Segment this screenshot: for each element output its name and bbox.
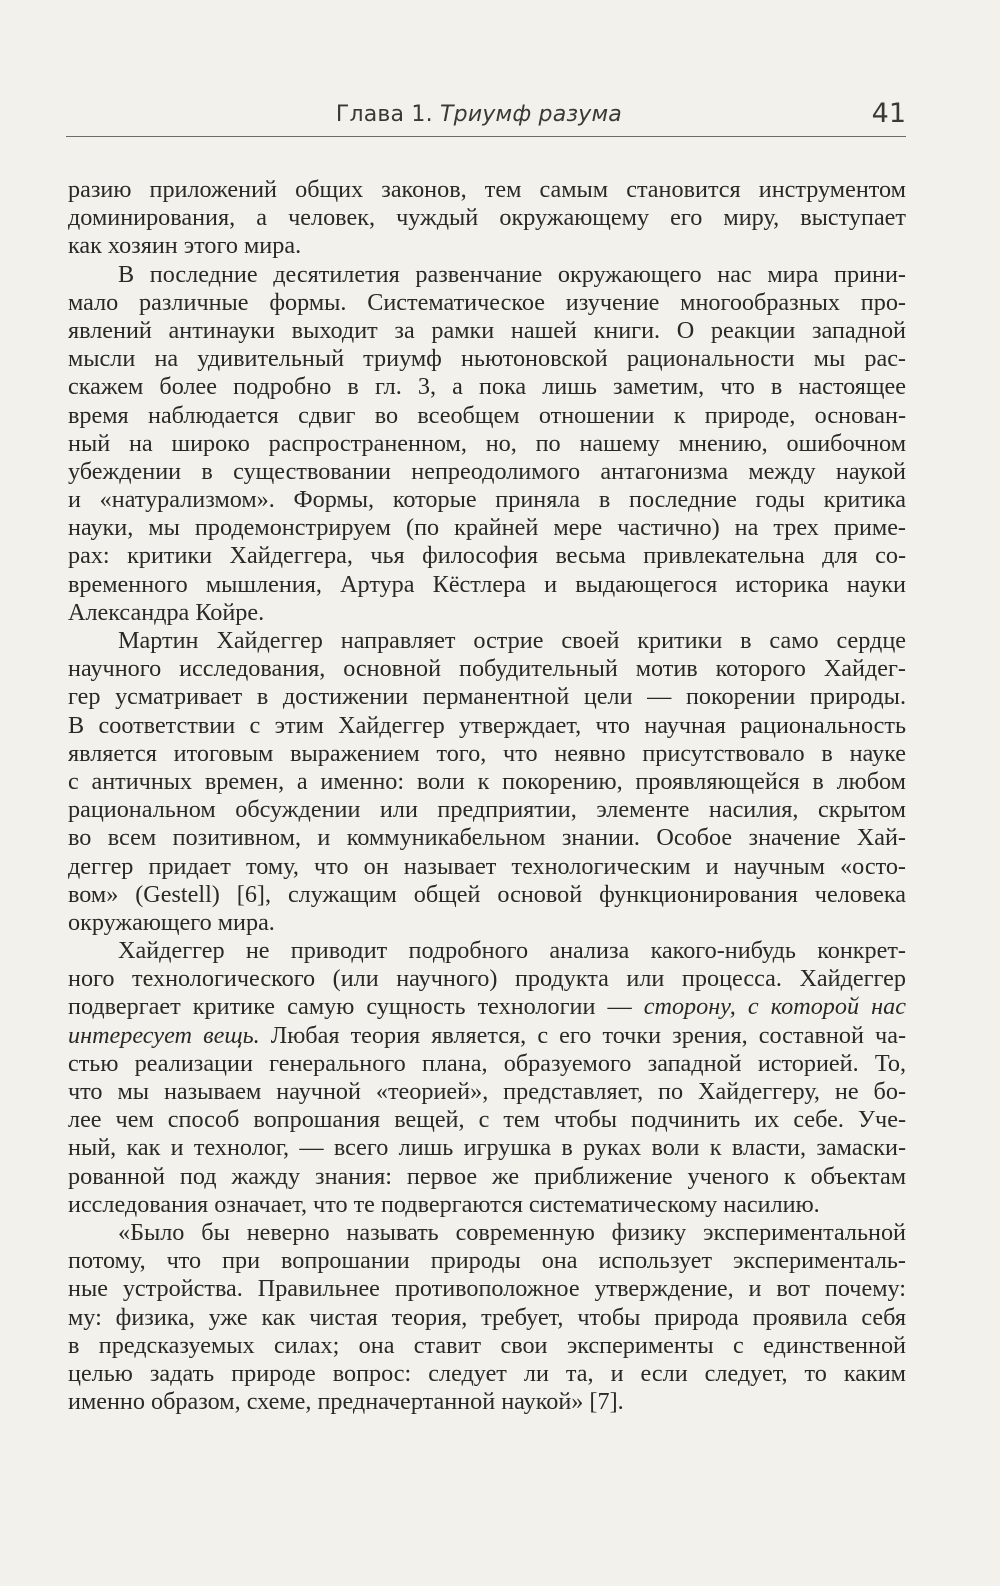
text-line: время наблюдается сдвиг во всеобщем отношении к природе, основан-	[68, 401, 906, 429]
paragraph-3	[68, 627, 906, 937]
text-line: мало различные формы. Систематическое изучение многообразных про-	[68, 288, 906, 316]
text-line: что мы называем научной «теорией», представляет, по Хайдеггеру, не бо-	[68, 1078, 906, 1105]
text-line: В соответствии с этим Хайдеггер утверждает, что научная рациональность	[68, 711, 906, 739]
text-line: Александра Койре.	[68, 598, 265, 626]
paragraph-5-quote	[68, 1219, 906, 1416]
running-header	[66, 96, 906, 137]
text-line: и «натурализмом». Формы, которые приняла в последние годы критика	[68, 486, 906, 514]
text-line: В последние десятилетия развенчание окружающего нас мира прини-	[118, 260, 906, 288]
text-line: рациональном обсуждении или предприятии, элементе насилия, скрытом	[68, 796, 906, 824]
paragraph-1	[68, 176, 906, 261]
text-line: му: физика, уже как чистая теория, требует, чтобы природа проявила себя	[68, 1303, 906, 1331]
text-line: рованной под жажду знания: первое же приближение ученого к объектам	[68, 1162, 906, 1190]
emphasis-text: сторону, с которой нас	[643, 993, 906, 1021]
text-line: убеждении в существовании непреодолимого антагонизма между наукой	[68, 457, 906, 485]
body-text	[68, 176, 906, 1416]
text-line: вом» (Gestell) [6], служащим общей основой функционирования человека	[68, 880, 906, 908]
emphasis-text: интересует вещь.	[68, 1021, 260, 1049]
text-line: гер усматривает в достижении перманентной цели — покорении природы.	[68, 683, 906, 711]
text-line: Хайдеггер не приводит подробного анализа какого-нибудь конкрет-	[118, 937, 906, 965]
text-line: доминирования, а человек, чуждый окружающему его миру, выступает	[68, 204, 906, 232]
text-line: разию приложений общих законов, тем самым становится инструментом	[68, 176, 906, 203]
chapter-heading	[336, 102, 622, 127]
text-line: в предсказуемых силах; она ставит свои эксперименты с единственной	[68, 1331, 906, 1359]
text-line: как хозяин этого мира.	[68, 232, 302, 260]
text-line: потому, что при вопрошании природы она использует эксперименталь-	[68, 1247, 906, 1275]
text-line: с античных времен, а именно: воли к покорению, проявляющейся в любом	[68, 767, 906, 795]
text-line: во всем позитивном, и коммуникабельном знании. Особое значение Хай-	[68, 824, 906, 852]
text-line: временного мышления, Артура Кёстлера и выдающегося историка науки	[68, 570, 906, 598]
text-line: целью задать природе вопрос: следует ли та, и если следует, то каким	[68, 1359, 906, 1387]
text-line: ный на широко распространенном, но, по нашему мнению, ошибочном	[68, 429, 906, 457]
text-line	[68, 1022, 906, 1050]
chapter-number: Глава 1.	[335, 102, 433, 127]
text-segment: подвергает критике самую сущность технологии —	[68, 993, 644, 1021]
text-line: «Было бы неверно называть современную физику экспериментальной	[118, 1218, 906, 1246]
page-number: 41	[871, 98, 906, 129]
text-line: ный, как и технолог, — всего лишь игрушка в руках воли к власти, замаски-	[68, 1134, 906, 1162]
chapter-title: Триумф разума	[440, 102, 622, 127]
text-line: стью реализации генерального плана, образуемого западной историей. То,	[68, 1049, 906, 1077]
text-line: Мартин Хайдеггер направляет острие своей критики в само сердце	[118, 627, 906, 654]
text-line	[68, 993, 906, 1021]
text-segment: Любая теория является, с его точки зрения, составной ча-	[259, 1021, 906, 1049]
text-line: деггер придает тому, что он называет технологическим и научным «осто-	[68, 852, 906, 880]
text-line: ные устройства. Правильнее противоположное утверждение, и вот почему:	[68, 1275, 906, 1303]
paragraph-4	[68, 937, 906, 1219]
text-line: скажем более подробно в гл. 3, а пока лишь заметим, что в настоящее	[68, 373, 906, 401]
text-line: научного исследования, основной побудительный мотив которого Хайдег-	[68, 655, 906, 683]
text-line: явлений антинауки выходит за рамки нашей книги. О реакции западной	[68, 316, 906, 344]
text-line: лее чем способ вопрошания вещей, с тем чтобы подчинить их себе. Уче-	[68, 1106, 906, 1134]
text-line: является итоговым выражением того, что неявно присутствовало в науке	[68, 739, 906, 767]
text-line: исследования означает, что те подвергаются систематическому насилию.	[68, 1190, 820, 1218]
text-line: ного технологического (или научного) продукта или процесса. Хайдеггер	[68, 965, 906, 993]
text-line: рах: критики Хайдеггера, чья философия весьма привлекательна для со-	[68, 542, 906, 570]
text-line: мысли на удивительный триумф ньютоновской рациональности мы рас-	[68, 345, 906, 373]
text-line: именно образом, схеме, предначертанной наукой» [7].	[68, 1388, 624, 1416]
paragraph-2	[68, 261, 906, 627]
text-line: науки, мы продемонстрируем (по крайней мере частично) на трех приме-	[68, 514, 906, 542]
text-line: окружающего мира.	[68, 908, 275, 936]
